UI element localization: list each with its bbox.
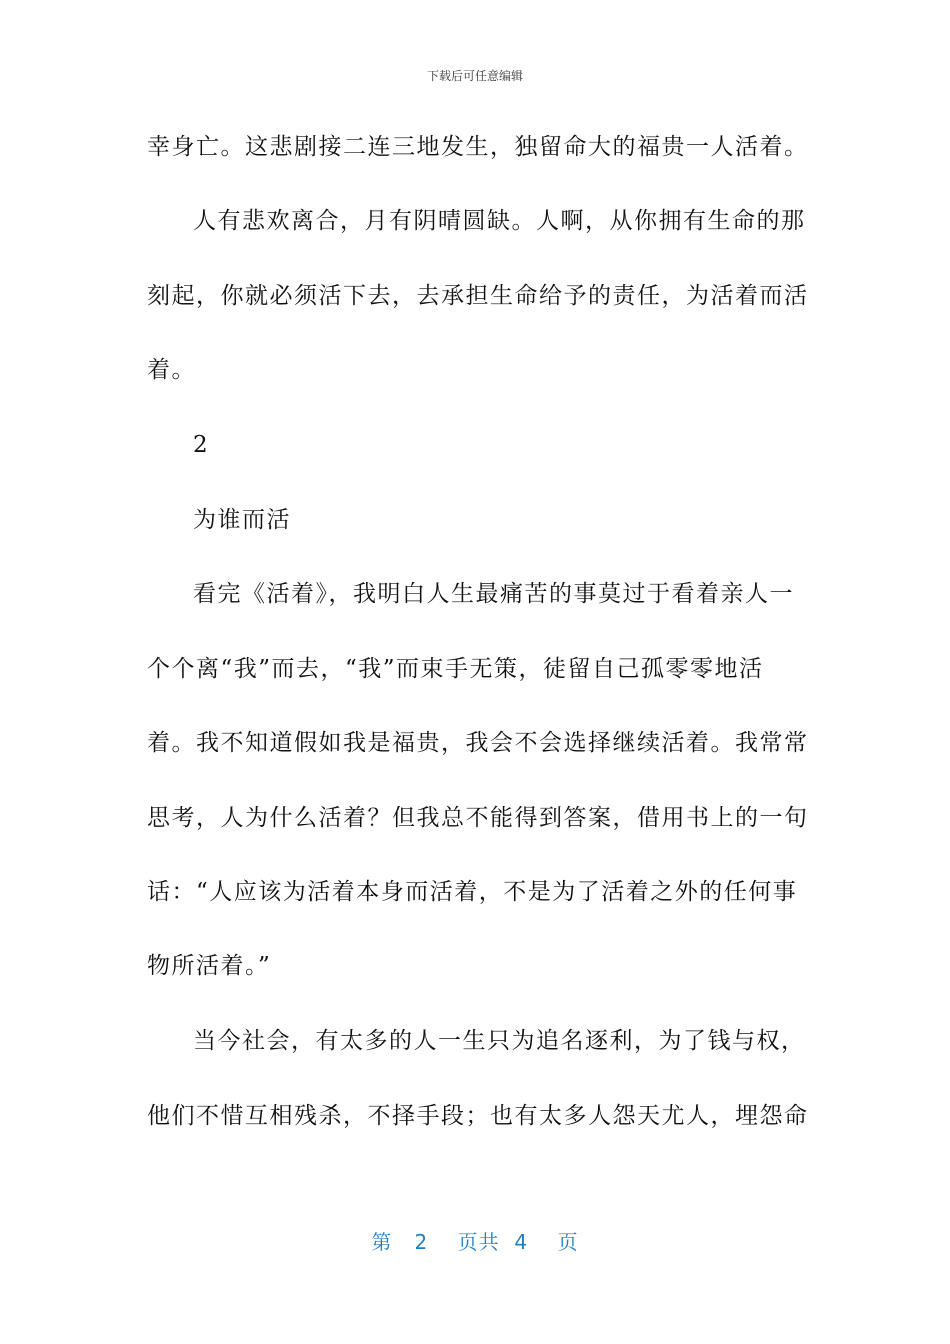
footer-suffix: 页 <box>557 1230 579 1254</box>
paragraph-line: 思考，人为什么活着？但我总不能得到答案，借用书上的一句 <box>147 805 809 831</box>
paragraph-line: 看完《活着》，我明白人生最痛苦的事莫过于看着亲人一 <box>193 581 794 607</box>
paragraph-line: 个个离“我”而去，“我”而束手无策，徒留自己孤零零地活 <box>147 656 764 682</box>
paragraph-line: 刻起，你就必须活下去，去承担生命给予的责任，为活着而活 <box>147 283 809 309</box>
page-header: 下载后可任意编辑 <box>426 69 523 83</box>
footer-page-number: 2 <box>414 1230 429 1254</box>
paragraph-line: 幸身亡。这悲剧接二连三地发生，独留命大的福贵一人活着。 <box>147 134 809 160</box>
paragraph-line: 话：“人应该为活着本身而活着，不是为了活着之外的任何事 <box>147 879 798 905</box>
footer-total-pages: 4 <box>514 1230 529 1254</box>
section-number: 2 <box>193 432 210 458</box>
footer-middle: 页共 <box>457 1230 500 1254</box>
paragraph-line: 着。我不知道假如我是福贵，我会不会选择继续活着。我常常 <box>147 730 809 756</box>
page-footer <box>0 1226 950 1255</box>
paragraph-line: 他们不惜互相残杀，不择手段；也有太多人怨天尤人，埋怨命 <box>147 1103 809 1129</box>
paragraph-line: 物所活着。” <box>147 953 272 979</box>
paragraph-line: 人有悲欢离合，月有阴晴圆缺。人啊，从你拥有生命的那 <box>193 208 806 234</box>
paragraph-line: 当今社会，有太多的人一生只为追名逐利，为了钱与权， <box>193 1028 806 1054</box>
paragraph-line: 着。 <box>147 357 196 383</box>
section-title: 为谁而活 <box>193 507 291 533</box>
footer-prefix: 第 <box>371 1230 393 1254</box>
